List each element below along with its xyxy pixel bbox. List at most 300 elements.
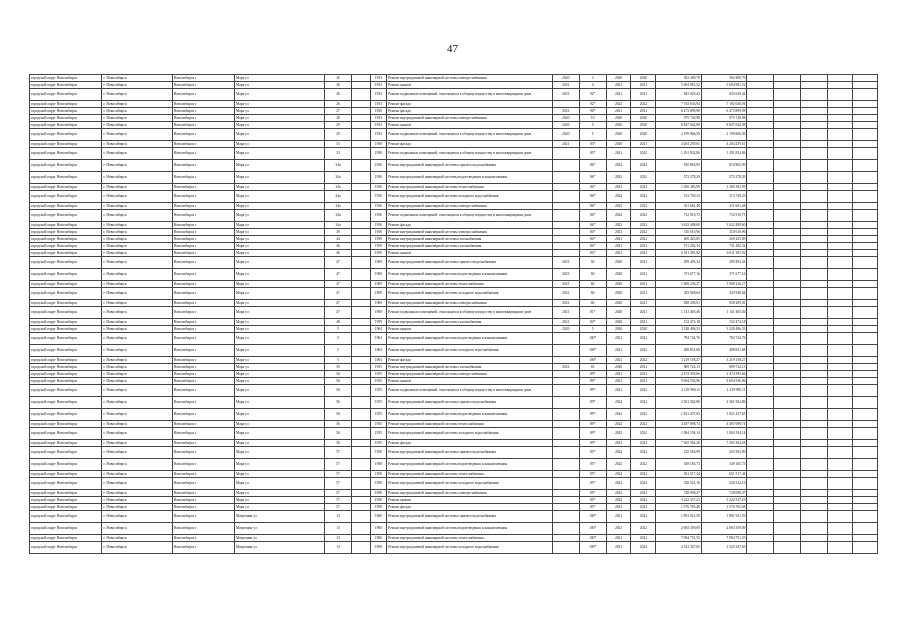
cell-building [351,371,370,378]
cell-total-cost: 809 724,13 [656,364,702,371]
cell-empty [852,148,877,160]
cell-fund-cost: 349 165,73 [701,459,747,471]
cell-empty [852,101,877,108]
cell-fund-cost: 810 865,95 [701,160,747,172]
cell-end-year: 2022 [631,357,656,364]
cell-year-built: 1953 [370,122,387,129]
cell-empty [828,184,853,191]
cell-empty [774,364,801,371]
cell-settlement: г. Новосибирск [102,357,172,364]
cell-prior-year [552,371,579,378]
cell-settlement: г. Новосибирск [102,236,172,243]
cell-empty [774,397,801,409]
cell-empty [828,243,853,250]
cell-start-year: 2022 [606,428,631,440]
cell-priority-number: 84* [579,229,606,236]
cell-total-cost: 6 011 381,92 [656,250,702,257]
cell-work-type: Ремонт фасада [387,357,553,364]
cell-end-year: 2022 [631,210,656,222]
table-row [30,440,878,447]
cell-building [351,141,370,148]
cell-priority-number: 60 [579,269,606,281]
cell-priority-number: 85* [579,447,606,459]
table-row [30,535,878,542]
cell-year-built: 1958 [370,148,387,160]
cell-house-number: 26 [325,101,352,108]
cell-prior-year: 2020 [552,129,579,141]
cell-city: Новосибирск г [172,421,234,428]
cell-end-year: 2022 [631,236,656,243]
cell-total-cost: 513 749,23 [656,191,702,203]
table-row [30,497,878,504]
cell-settlement: г. Новосибирск [102,345,172,357]
cell-municipality: городской округ Новосибирск [30,357,102,364]
cell-settlement: г. Новосибирск [102,243,172,250]
cell-end-year: 2022 [631,229,656,236]
cell-house-number: 34а [325,184,352,191]
cell-settlement: г. Новосибирск [102,511,172,523]
cell-empty [801,269,828,281]
cell-settlement: г. Новосибирск [102,250,172,257]
cell-empty [774,385,801,397]
cell-empty [801,160,828,172]
cell-building [351,333,370,345]
cell-municipality: городской округ Новосибирск [30,115,102,122]
cell-end-year: 2021 [631,371,656,378]
cell-prior-year [552,378,579,385]
cell-house-number: 28 [325,115,352,122]
cell-empty [801,345,828,357]
cell-fund-cost: 784 744,76 [701,333,747,345]
cell-prior-year: 2020 [552,326,579,333]
cell-house-number: 34а [325,191,352,203]
cell-fund-cost: 3 219 158,27 [701,357,747,364]
cell-total-cost: 975 740,98 [656,115,702,122]
cell-end-year: 2022 [631,490,656,497]
cell-work-type: Ремонт фасада [387,440,553,447]
cell-house-number: 57 [325,471,352,478]
cell-street: Марк ул [234,250,324,257]
cell-empty [828,326,853,333]
cell-settlement: г. Новосибирск [102,288,172,300]
cell-prior-year [552,471,579,478]
cell-fund-cost: 302 490,79 [701,75,747,82]
cell-total-cost: 1 821 437,65 [656,409,702,421]
cell-work-type: Ремонт внутридомовой инженерной системы водоотведения и канализования [387,333,553,345]
cell-year-built: 1956 [370,160,387,172]
cell-year-built: 1960 [370,511,387,523]
cell-priority-number: 84* [579,319,606,326]
cell-empty [852,250,877,257]
cell-year-built: 1955 [370,385,387,397]
cell-year-built: 1953 [370,129,387,141]
cell-settlement: г. Новосибирск [102,307,172,319]
cell-total-cost: 225 563,99 [656,447,702,459]
cell-empty [852,129,877,141]
cell-municipality: городской округ Новосибирск [30,160,102,172]
cell-year-built: 1958 [370,459,387,471]
cell-house-number: 56 [325,385,352,397]
cell-street: Марк ул [234,490,324,497]
cell-empty [747,478,774,490]
cell-empty [774,191,801,203]
cell-work-type: Ремонт подвальных помещений, относящихся к общему имуществу в многоквартирном доме [387,148,553,160]
cell-empty [852,236,877,243]
cell-building [351,409,370,421]
cell-empty [747,281,774,288]
cell-start-year: 2021 [606,229,631,236]
cell-street: Марк ул [234,115,324,122]
cell-municipality: городской округ Новосибирск [30,364,102,371]
cell-house-number: 13 [325,535,352,542]
cell-empty [801,210,828,222]
cell-empty [774,421,801,428]
cell-prior-year [552,459,579,471]
table-row [30,172,878,184]
cell-street: Марк ул [234,243,324,250]
cell-house-number: 33 [325,148,352,160]
cell-settlement: г. Новосибирск [102,108,172,115]
cell-prior-year [552,250,579,257]
cell-empty [774,535,801,542]
cell-empty [747,101,774,108]
cell-municipality: городской округ Новосибирск [30,250,102,257]
cell-work-type: Ремонт внутридомовой инженерной системы теплоснабжения [387,184,553,191]
cell-settlement: г. Новосибирск [102,333,172,345]
cell-house-number: 47 [325,257,352,269]
cell-settlement: г. Новосибирск [102,141,172,148]
cell-priority-number: 83* [579,141,606,148]
cell-settlement: г. Новосибирск [102,122,172,129]
cell-building [351,300,370,307]
cell-street: Марк ул [234,281,324,288]
cell-empty [801,535,828,542]
table-row [30,75,878,82]
cell-total-cost: 732 910,73 [656,210,702,222]
cell-work-type: Ремонт внутридомовой инженерной системы водоотведения и канализования [387,523,553,535]
cell-building [351,326,370,333]
cell-empty [828,421,853,428]
cell-total-cost: 4 204 259,61 [656,141,702,148]
cell-year-built: 1958 [370,447,387,459]
cell-prior-year [552,535,579,542]
cell-municipality: городской округ Новосибирск [30,307,102,319]
cell-empty [774,129,801,141]
cell-start-year: 2021 [606,108,631,115]
cell-fund-cost: 838 209,01 [701,300,747,307]
cell-empty [774,326,801,333]
cell-empty [828,129,853,141]
cell-empty [747,300,774,307]
cell-priority-number: 5 [579,122,606,129]
cell-prior-year [552,447,579,459]
cell-settlement: г. Новосибирск [102,371,172,378]
cell-empty [801,243,828,250]
cell-year-built: 1953 [370,101,387,108]
cell-building [351,210,370,222]
cell-municipality: городской округ Новосибирск [30,203,102,210]
cell-fund-cost: 8 847 642,08 [701,122,747,129]
cell-empty [801,184,828,191]
cell-empty [774,371,801,378]
cell-city: Новосибирск г [172,300,234,307]
table-row [30,504,878,511]
cell-empty [747,172,774,184]
cell-empty [801,511,828,523]
cell-start-year: 2020 [606,129,631,141]
table-row [30,371,878,378]
cell-city: Новосибирск г [172,535,234,542]
cell-empty [852,326,877,333]
cell-empty [852,371,877,378]
cell-end-year: 2022 [631,101,656,108]
cell-city: Новосибирск г [172,471,234,478]
cell-priority-number: 89* [579,378,606,385]
cell-empty [828,82,853,89]
cell-fund-cost: 7 192 636,94 [701,101,747,108]
cell-fund-cost: 6 473 899,98 [701,108,747,115]
cell-settlement: г. Новосибирск [102,82,172,89]
cell-house-number: 34а [325,203,352,210]
cell-empty [801,357,828,364]
cell-prior-year [552,497,579,504]
cell-empty [774,523,801,535]
cell-empty [852,288,877,300]
cell-empty [747,409,774,421]
cell-empty [747,542,774,554]
table-row [30,129,878,141]
cell-empty [774,281,801,288]
cell-street: Марк ул [234,129,324,141]
cell-prior-year [552,101,579,108]
cell-empty [852,191,877,203]
cell-start-year: 2022 [606,222,631,229]
cell-prior-year [552,345,579,357]
cell-end-year: 2022 [631,409,656,421]
table-row [30,210,878,222]
cell-end-year: 2021 [631,108,656,115]
cell-settlement: г. Новосибирск [102,269,172,281]
cell-priority-number: 89* [579,371,606,378]
cell-priority-number: 85* [579,148,606,160]
cell-city: Новосибирск г [172,440,234,447]
cell-start-year: 2020 [606,122,631,129]
cell-prior-year: 2021 [552,364,579,371]
cell-empty [828,236,853,243]
cell-prior-year: 2020 [552,122,579,129]
cell-end-year: 2022 [631,428,656,440]
cell-building [351,471,370,478]
cell-municipality: городской округ Новосибирск [30,459,102,471]
cell-house-number: 47 [325,281,352,288]
cell-house-number: 26 [325,89,352,101]
cell-priority-number: 60 [579,288,606,300]
cell-city: Новосибирск г [172,378,234,385]
cell-empty [828,364,853,371]
cell-house-number: 29 [325,129,352,141]
cell-empty [774,148,801,160]
cell-house-number: 5 [325,345,352,357]
cell-empty [828,172,853,184]
cell-empty [747,397,774,409]
cell-street: Марк ул [234,191,324,203]
cell-priority-number: 100* [579,535,606,542]
cell-year-built: 1955 [370,440,387,447]
cell-house-number: 57 [325,447,352,459]
cell-municipality: городской округ Новосибирск [30,447,102,459]
cell-settlement: г. Новосибирск [102,409,172,421]
cell-empty [828,229,853,236]
cell-start-year: 2022 [606,478,631,490]
cell-municipality: городской округ Новосибирск [30,535,102,542]
cell-end-year: 2022 [631,447,656,459]
cell-total-cost: 784 744,76 [656,333,702,345]
cell-priority-number: 10 [579,115,606,122]
cell-work-type: Ремонт фасада [387,108,553,115]
cell-work-type: Ремонт подвальных помещений, относящихся к общему имуществу в многоквартирном доме [387,89,553,101]
table-row [30,397,878,409]
cell-empty [828,523,853,535]
cell-settlement: г. Новосибирск [102,191,172,203]
cell-settlement: г. Новосибирск [102,184,172,191]
cell-work-type: Ремонт фасада [387,141,553,148]
cell-empty [801,440,828,447]
cell-settlement: г. Новосибирск [102,397,172,409]
cell-empty [774,288,801,300]
cell-fund-cost: 269 425,85 [701,236,747,243]
cell-empty [828,497,853,504]
cell-municipality: городской округ Новосибирск [30,222,102,229]
cell-municipality: городской округ Новосибирск [30,421,102,428]
table-row [30,511,878,523]
table-row [30,307,878,319]
cell-municipality: городской округ Новосибирск [30,478,102,490]
cell-city: Новосибирск г [172,459,234,471]
cell-work-type: Ремонт внутридомовой инженерной системы электроснабжения [387,371,553,378]
cell-house-number: 13 [325,511,352,523]
cell-total-cost: 843 629,42 [656,89,702,101]
cell-settlement: г. Новосибирск [102,257,172,269]
cell-empty [801,191,828,203]
cell-empty [774,82,801,89]
cell-prior-year: 2021 [552,89,579,101]
table-row [30,89,878,101]
cell-total-cost: 9 694 536,96 [656,378,702,385]
cell-empty [747,160,774,172]
cell-city: Новосибирск г [172,319,234,326]
cell-empty [852,75,877,82]
cell-municipality: городской округ Новосибирск [30,385,102,397]
cell-city: Новосибирск г [172,333,234,345]
cell-street: Марк ул [234,357,324,364]
table-row [30,141,878,148]
cell-empty [801,281,828,288]
cell-municipality: городской округ Новосибирск [30,184,102,191]
cell-empty [801,397,828,409]
cell-total-cost: 8 847 642,08 [656,122,702,129]
cell-work-type: Ремонт внутридомовой инженерной системы водоотведения и канализования [387,459,553,471]
cell-street: Марк ул [234,319,324,326]
cell-settlement: г. Новосибирск [102,75,172,82]
cell-street: Марк ул [234,421,324,428]
cell-settlement: г. Новосибирск [102,229,172,236]
cell-empty [828,440,853,447]
cell-house-number: 47 [325,288,352,300]
cell-work-type: Ремонт внутридомовой инженерной системы горячего водоснабжения [387,447,553,459]
cell-start-year: 2020 [606,319,631,326]
cell-fund-cost: 572 278,29 [701,172,747,184]
cell-settlement: г. Новосибирск [102,300,172,307]
cell-empty [774,511,801,523]
cell-city: Новосибирск г [172,490,234,497]
cell-street: Марк ул [234,257,324,269]
table-row [30,160,878,172]
cell-municipality: городской округ Новосибирск [30,243,102,250]
cell-empty [852,300,877,307]
cell-house-number: 56 [325,397,352,409]
cell-empty [774,357,801,364]
cell-settlement: г. Новосибирск [102,497,172,504]
cell-empty [801,300,828,307]
cell-total-cost: 7 192 636,94 [656,101,702,108]
cell-building [351,288,370,300]
cell-end-year: 2021 [631,364,656,371]
cell-work-type: Ремонт внутридомовой инженерной системы водоотведения и канализования [387,269,553,281]
cell-start-year: 2022 [606,471,631,478]
cell-year-built: 1969 [370,288,387,300]
cell-house-number: 56 [325,378,352,385]
cell-work-type: Ремонт внутридомовой инженерной системы теплоснабжения [387,421,553,428]
cell-street: Марк ул [234,141,324,148]
cell-end-year: 2022 [631,333,656,345]
cell-start-year: 2022 [606,191,631,203]
cell-empty [828,307,853,319]
cell-empty [801,250,828,257]
cell-fund-cost: 4 497 698,74 [701,421,747,428]
cell-municipality: городской округ Новосибирск [30,490,102,497]
cell-municipality: городской округ Новосибирск [30,281,102,288]
cell-year-built: 1958 [370,478,387,490]
cell-prior-year [552,222,579,229]
cell-municipality: городской округ Новосибирск [30,75,102,82]
cell-empty [774,210,801,222]
cell-empty [852,385,877,397]
cell-building [351,440,370,447]
cell-year-built: 1953 [370,82,387,89]
cell-fund-cost: 3 222 537,23 [701,497,747,504]
cell-priority-number: 100* [579,523,606,535]
cell-street: Марк ул [234,478,324,490]
cell-year-built: 1955 [370,409,387,421]
cell-building [351,257,370,269]
cell-city: Новосибирск г [172,288,234,300]
cell-year-built: 1956 [370,191,387,203]
cell-end-year: 2022 [631,172,656,184]
cell-priority-number: 84* [579,243,606,250]
cell-work-type: Ремонт внутридомовой инженерной системы электроснабжения [387,229,553,236]
cell-empty [801,428,828,440]
cell-house-number: 57 [325,504,352,511]
cell-work-type: Ремонт внутридомовой инженерной системы газоснабжения [387,243,553,250]
cell-city: Новосибирск г [172,82,234,89]
cell-priority-number: 5 [579,129,606,141]
cell-municipality: городской округ Новосибирск [30,82,102,89]
cell-building [351,222,370,229]
cell-street: Марк ул [234,326,324,333]
cell-building [351,490,370,497]
cell-fund-cost: 2 199 866,50 [701,129,747,141]
cell-empty [747,236,774,243]
